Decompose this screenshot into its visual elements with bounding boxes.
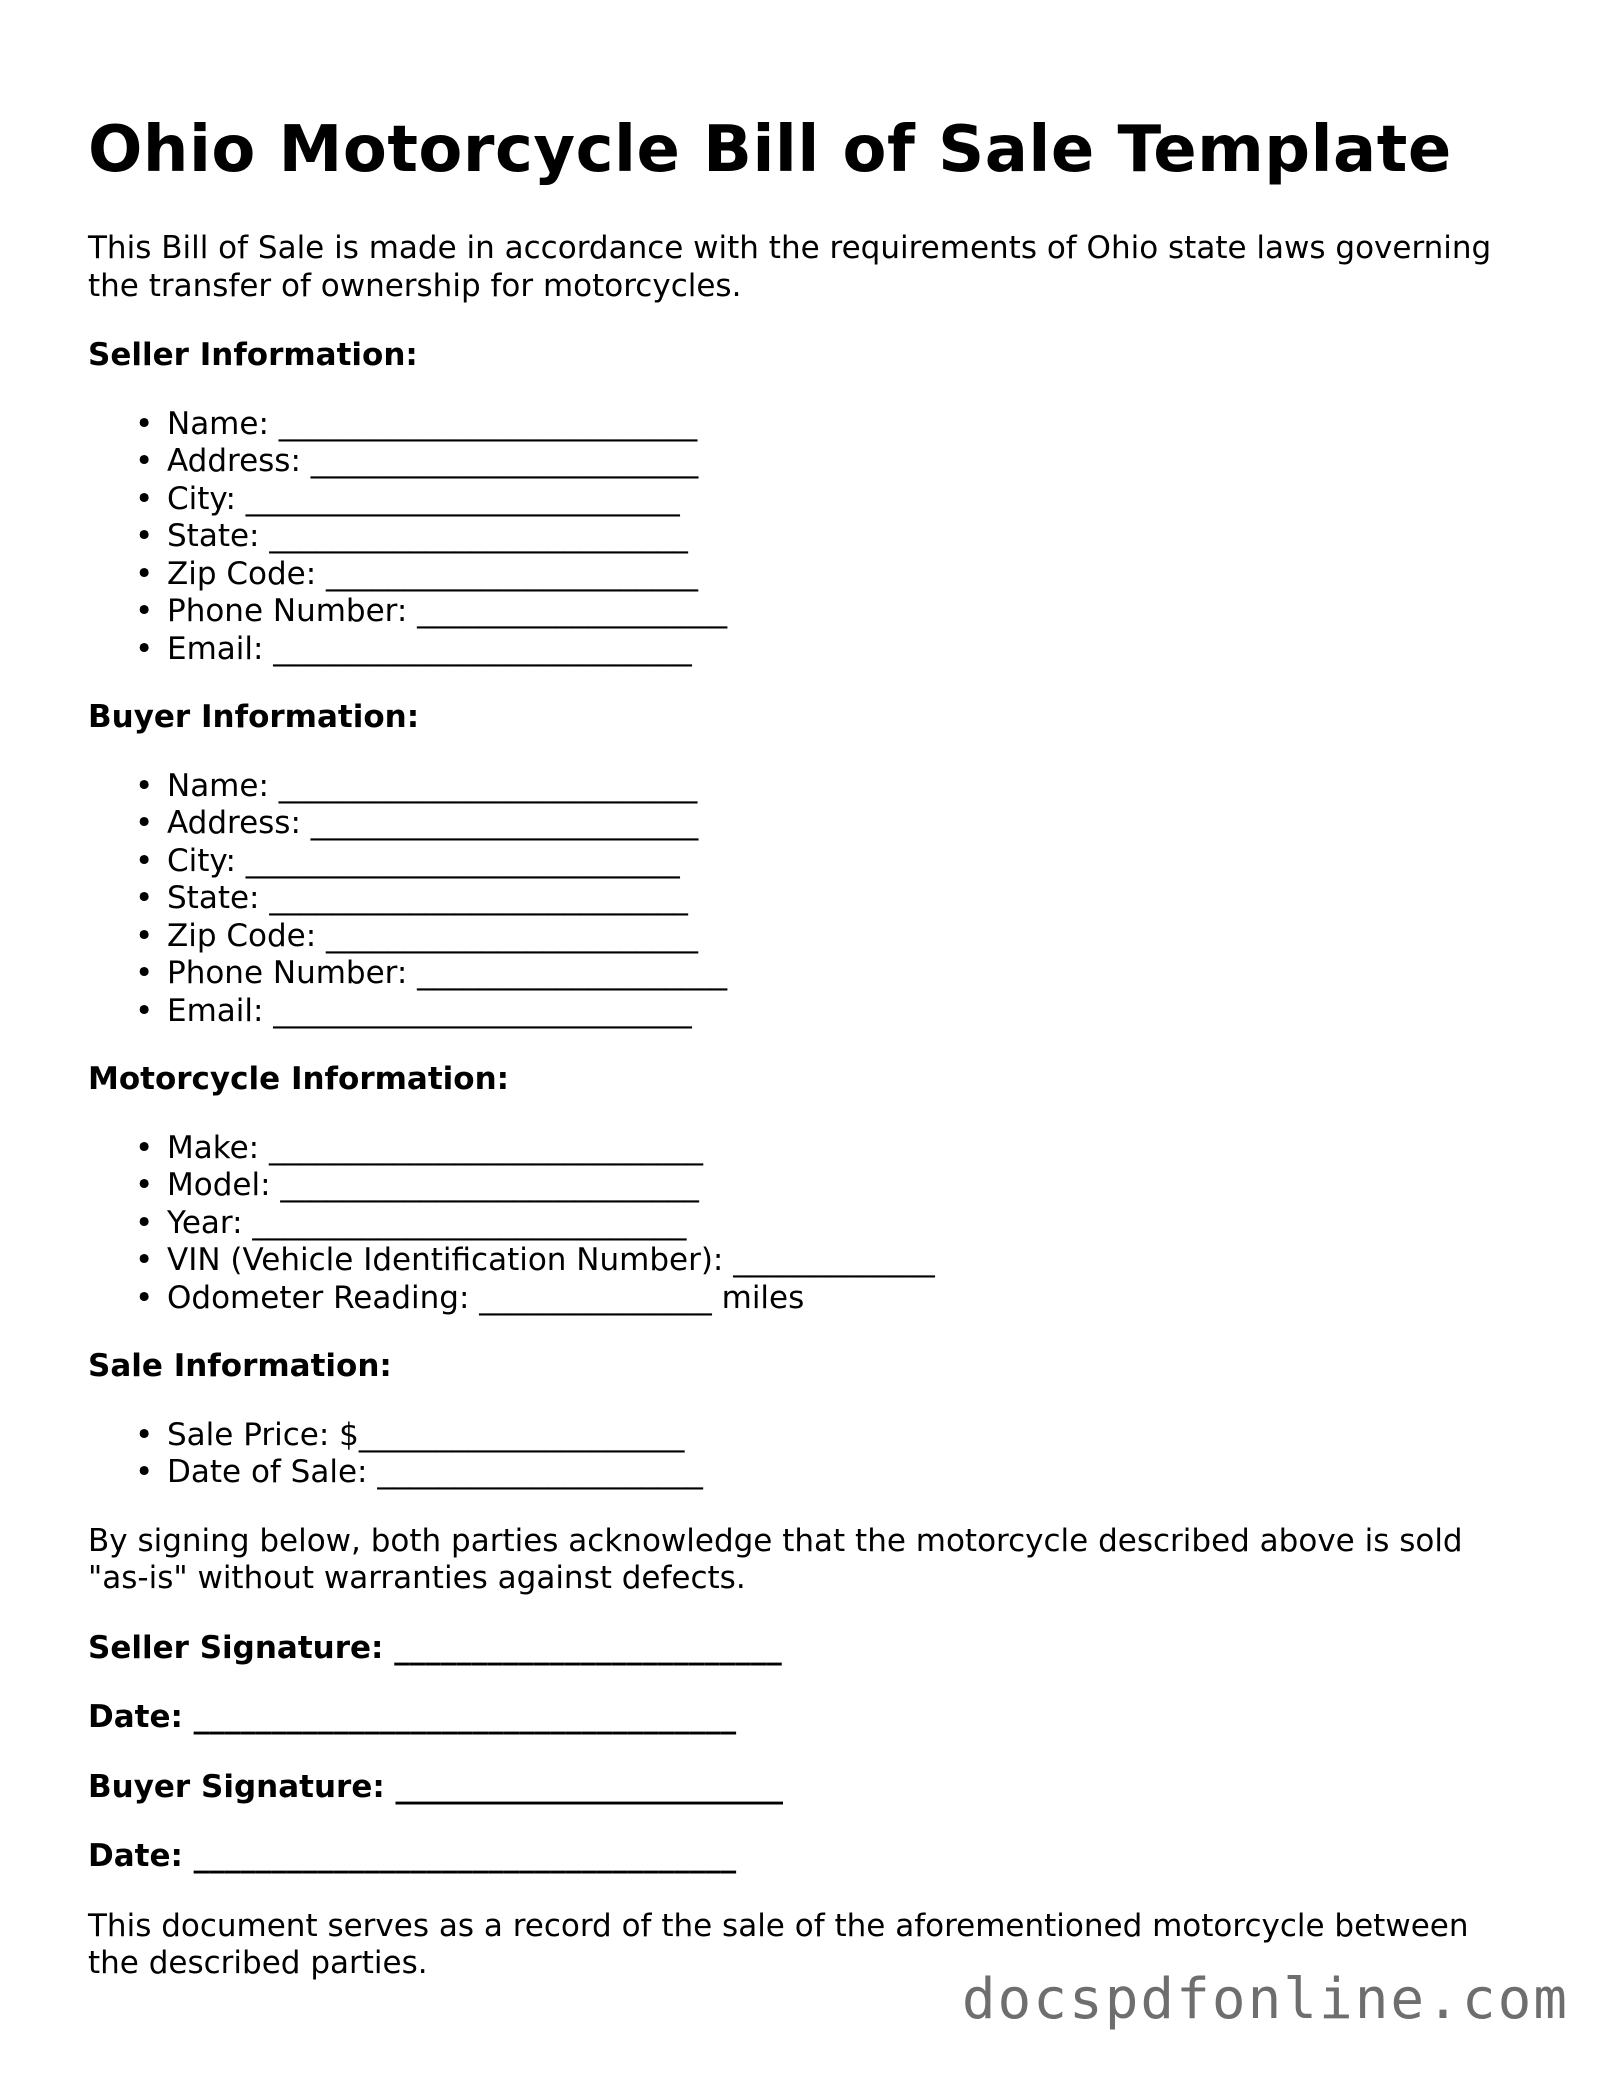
motorcycle-fields-list bbox=[88, 1130, 1528, 1318]
buyer-email-field: • Email: ___________________________ bbox=[135, 992, 692, 1029]
buyer-state-field: • State: ___________________________ bbox=[135, 880, 688, 916]
acknowledgement-paragraph: By signing below, both parties acknowledge that the motorcycle described above is sold "as-is" without warranties against defects. bbox=[88, 1522, 1463, 1596]
intro-paragraph: This Bill of Sale is made in accordance with the requirements of Ohio state laws governing the transfer of ownership for motorcycles. bbox=[88, 230, 1492, 304]
document-title: Ohio Motorcycle Bill of Sale Template bbox=[88, 113, 1452, 187]
seller-signature-line: Seller Signature: _________________________ bbox=[88, 1629, 782, 1666]
seller-fields-list bbox=[88, 406, 1528, 669]
bullet-icon: • bbox=[135, 630, 154, 667]
seller-state-field: • State: ___________________________ bbox=[135, 518, 688, 554]
sale-fields-list bbox=[88, 1417, 1528, 1492]
bullet-icon: • bbox=[135, 805, 154, 841]
bullet-icon: • bbox=[135, 842, 154, 879]
buyer-heading: Buyer Information: bbox=[88, 699, 420, 735]
seller-address-field: • Address: _________________________ bbox=[135, 443, 699, 479]
seller-heading: Seller Information: bbox=[88, 337, 418, 373]
seller-date-line: Date: ___________________________________ bbox=[88, 1699, 737, 1735]
bullet-icon: • bbox=[135, 555, 154, 592]
seller-city-field: • City: ____________________________ bbox=[135, 480, 680, 517]
buyer-fields-list bbox=[88, 768, 1528, 1031]
bullet-icon: • bbox=[135, 955, 154, 991]
buyer-date-line: Date: ___________________________________ bbox=[88, 1838, 737, 1874]
buyer-name-field: • Name: ___________________________ bbox=[135, 767, 698, 804]
sale-heading: Sale Information: bbox=[88, 1348, 392, 1384]
buyer-signature-line: Buyer Signature: _________________________ bbox=[88, 1768, 784, 1805]
seller-email-field: • Email: ___________________________ bbox=[135, 630, 692, 667]
bullet-icon: • bbox=[135, 1242, 154, 1278]
bullet-icon: • bbox=[135, 443, 154, 479]
motorcycle-heading: Motorcycle Information: bbox=[88, 1061, 510, 1097]
bullet-icon: • bbox=[135, 1129, 154, 1166]
buyer-city-field: • City: ____________________________ bbox=[135, 842, 680, 879]
bullet-icon: • bbox=[135, 480, 154, 517]
bullet-icon: • bbox=[135, 1204, 154, 1241]
bullet-icon: • bbox=[135, 1454, 154, 1490]
motorcycle-odometer-field: • Odometer Reading: _______________ miles bbox=[135, 1279, 805, 1316]
motorcycle-make-field: • Make: ____________________________ bbox=[135, 1129, 703, 1166]
sale-date-field: • Date of Sale: _____________________ bbox=[135, 1454, 703, 1490]
bullet-icon: • bbox=[135, 405, 154, 442]
site-watermark: docspdfonline.com bbox=[961, 1967, 1569, 2032]
bullet-icon: • bbox=[135, 880, 154, 916]
bullet-icon: • bbox=[135, 917, 154, 954]
closing-paragraph: This document serves as a record of the sale of the aforementioned motorcycle between the described parties. bbox=[88, 1907, 1469, 1981]
seller-phone-field: • Phone Number: ____________________ bbox=[135, 593, 728, 629]
bullet-icon: • bbox=[135, 1416, 154, 1453]
motorcycle-vin-field: • VIN (Vehicle Identification Number): _____________ bbox=[135, 1242, 935, 1278]
document-page bbox=[88, 112, 1528, 1983]
buyer-zip-field: • Zip Code: ________________________ bbox=[135, 917, 699, 954]
bullet-icon: • bbox=[135, 992, 154, 1029]
motorcycle-model-field: • Model: ___________________________ bbox=[135, 1167, 699, 1203]
bullet-icon: • bbox=[135, 518, 154, 554]
bullet-icon: • bbox=[135, 1279, 154, 1316]
buyer-address-field: • Address: _________________________ bbox=[135, 805, 699, 841]
buyer-phone-field: • Phone Number: ____________________ bbox=[135, 955, 728, 991]
motorcycle-year-field: • Year: ____________________________ bbox=[135, 1204, 687, 1241]
bullet-icon: • bbox=[135, 1167, 154, 1203]
seller-name-field: • Name: ___________________________ bbox=[135, 405, 698, 442]
bullet-icon: • bbox=[135, 593, 154, 629]
bullet-icon: • bbox=[135, 767, 154, 804]
seller-zip-field: • Zip Code: ________________________ bbox=[135, 555, 699, 592]
sale-price-field: • Sale Price: $_____________________ bbox=[135, 1416, 685, 1453]
